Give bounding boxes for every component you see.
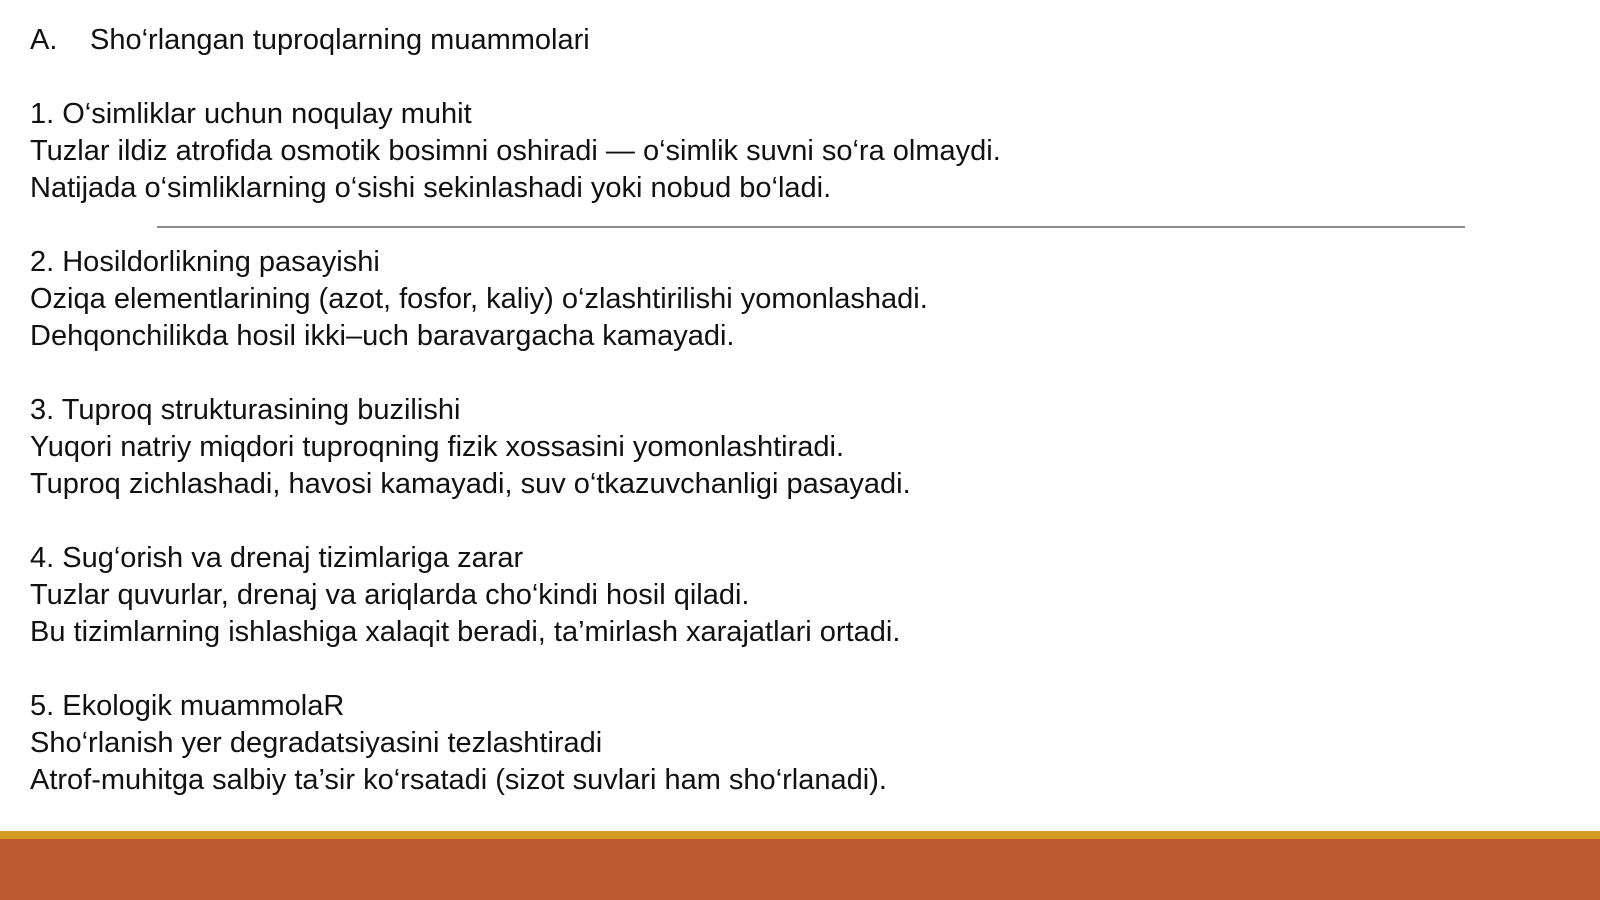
heading-marker: A. xyxy=(30,24,58,56)
section-5-line-1: Sho‘rlanish yer degradatsiyasini tezlashtiradi xyxy=(30,727,603,759)
section-3-line-2: Tuproq zichlashadi, havosi kamayadi, suv o‘tkazuvchanligi pasayadi. xyxy=(30,468,911,500)
footer-accent-stripe xyxy=(0,831,1600,839)
section-1-line-2: Natijada o‘simliklarning o‘sishi sekinlashadi yoki nobud bo‘ladi. xyxy=(30,172,832,204)
slide-heading xyxy=(30,22,1550,59)
section-5-line-2: Atrof-muhitga salbiy ta’sir ko‘rsatadi (sizot suvlari ham sho‘rlanadi). xyxy=(30,764,887,796)
section-3-line-1: Yuqori natriy miqdori tuproqning fizik xossasini yomonlashtiradi. xyxy=(30,431,844,463)
spacer xyxy=(30,651,1550,688)
section-2-line-1: Oziqa elementlarining (azot, fosfor, kaliy) o‘zlashtirilishi yomonlashadi. xyxy=(30,283,928,315)
section-4-title: 4. Sug‘orish va drenaj tizimlariga zarar xyxy=(30,542,524,574)
section-3-title: 3. Tuproq strukturasining buzilishi xyxy=(30,394,461,426)
section-2-title: 2. Hosildorlikning pasayishi xyxy=(30,246,380,278)
spacer xyxy=(30,503,1550,540)
section-4-line-1: Tuzlar quvurlar, drenaj va ariqlarda cho‘kindi hosil qiladi. xyxy=(30,579,750,611)
horizontal-divider xyxy=(157,226,1465,228)
slide-body xyxy=(30,22,1550,799)
section-4-line-2: Bu tizimlarning ishlashiga xalaqit beradi, ta’mirlash xarajatlari ortadi. xyxy=(30,616,901,648)
heading-title: Sho‘rlangan tuproqlarning muammolari xyxy=(90,24,590,56)
spacer xyxy=(30,355,1550,392)
footer-bar xyxy=(0,839,1600,900)
section-1-line-1: Tuzlar ildiz atrofida osmotik bosimni oshiradi — o‘simlik suvni so‘ra olmaydi. xyxy=(30,135,1001,167)
spacer xyxy=(30,59,1550,96)
section-1-title: 1. O‘simliklar uchun noqulay muhit xyxy=(30,98,472,130)
section-5-title: 5. Ekologik muammolaR xyxy=(30,690,345,722)
section-2-line-2: Dehqonchilikda hosil ikki–uch baravargacha kamayadi. xyxy=(30,320,735,352)
